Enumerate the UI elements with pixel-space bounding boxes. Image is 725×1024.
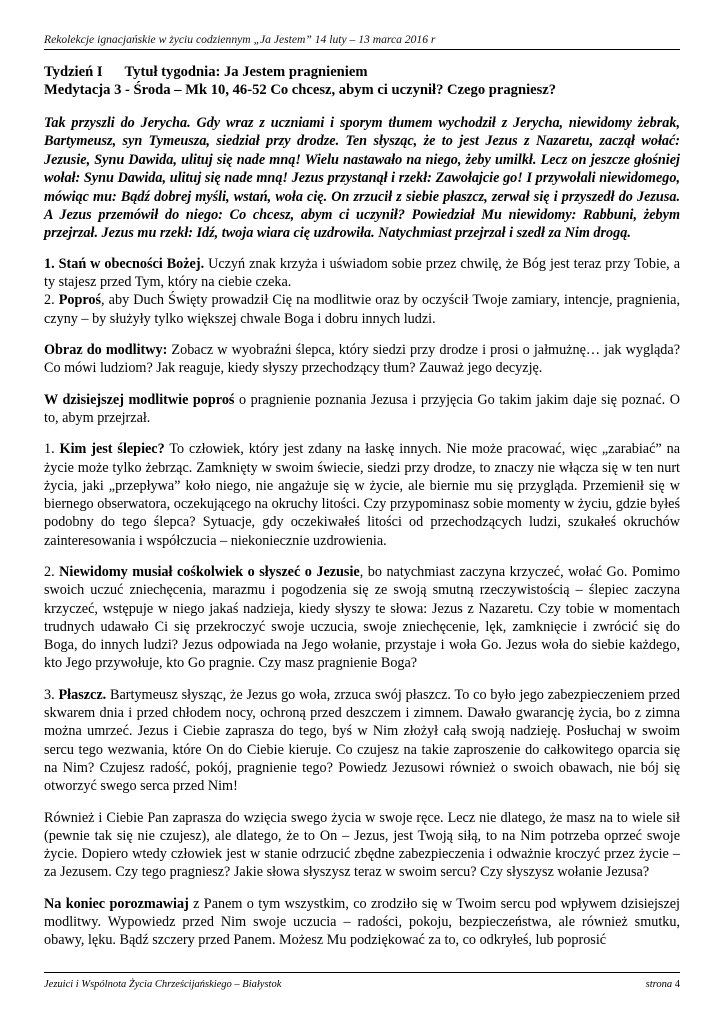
footer-divider xyxy=(44,972,680,973)
closing-text: z Panem o tym wszystkim, co zrodziło się w Twoim sercu pod wpływem dzisiejszej modlitwy. Wypowiedz przed Nim swoje uczucia – radości, pokoju, bezpieczeństwa, ale również smutku, obawy, lęku. Bądź szczery przed Panem. Możesz Mu podziękować za to, co odkryłeś, lub poprosić xyxy=(44,895,680,949)
page-label: strona xyxy=(645,979,673,990)
point-2-number: 2. xyxy=(44,564,60,580)
point-1 xyxy=(44,440,680,550)
step-2 xyxy=(44,291,680,328)
page-content xyxy=(44,63,680,950)
week-title-line xyxy=(44,63,680,81)
step-1 xyxy=(44,255,680,292)
week-label: Tydzień I xyxy=(44,64,103,80)
invitation-paragraph: Również i Ciebie Pan zaprasza do wzięcia swego życia w swoje ręce. Lecz nie dlatego, że masz na to wiele sił (pewnie tak się nie czujesz), ale dlatego, że to On – Jezus, jest Twoją siłą, to na Nim potrzeba oprzeć swoje życie. Dopiero wtedy człowiek jest w stanie odrzucić zbędne zabezpieczenia i odważnie kroczyć przez życie – za Jezusem. Czy tego pragniesz? Jakie słowa słyszysz teraz w swoim sercu? Czy słyszysz wołanie Jezusa? xyxy=(44,809,680,881)
week-theme: Tytuł tygodnia: Ja Jestem pragnieniem xyxy=(124,64,368,80)
scripture-passage: Tak przyszli do Jerycha. Gdy wraz z uczniami i sporym tłumem wychodził z Jerycha, niewidomy żebrak, Bartymeusz, syn Tymeusza, siedział przy drodze. Ten słysząc, że to jest Jezus z Nazaretu, zaczął wołać: Jezusie, Synu Dawida, ulituj się nade mną! Wielu nastawało na niego, żeby umilkł. Lecz on jeszcze głośniej wołał: Synu Dawida, ulituj się nade mną! Jezus przystanął i rzekł: Zawołajcie go! I przywołali niewidomego, mówiąc mu: Bądź dobrej myśli, wstań, woła cię. On zrzucił z siebie płaszcz, zerwał się i przyszedł do Jezusa. A Jezus przemówił do niego: Co chcesz, abym ci uczynił? Powiedział Mu niewidomy: Rabbuni, żebym przejrzał. Jezus mu rzekł: Idź, twoja wiara cię uzdrowiła. Natychmiast przejrzał i szedł za Nim drogą. xyxy=(44,115,680,242)
point-2-text: , bo natychmiast zaczyna krzyczeć, wołać Go. Pomimo swoich uczuć zniechęcenia, marazmu i pogodzenia się ze swoją smutną rzeczywistością – ślepiec zaczyna krzyczeć, wstępuje w niego jakaś nadzieja, kiedy słyszy te słowa: Jezus z Nazaretu. Czy tobie w momentach trudnych udawało Ci się przekroczyć swoje uczucia, swoje zniechęcenie, lęk, zamknięcie i zwrócić się do Boga, do innych ludzi? Jezus odpowiada na Jego wołanie, przystaje i woła Go. Jezus woła do siebie każdego, kto Jego przywołuje, kto Go pragnie. Czy masz pragnienie Boga? xyxy=(44,564,681,672)
prayer-image-heading: Obraz do modlitwy: xyxy=(44,342,168,359)
meditation-title: Medytacja 3 - Środa – Mk 10, 46-52 Co chcesz, abym ci uczynił? Czego pragniesz? xyxy=(44,82,557,98)
prayer-image xyxy=(44,341,680,378)
point-3-number: 3. xyxy=(44,686,59,703)
prayer-request-heading: W dzisiejszej modlitwie poproś xyxy=(44,391,235,408)
step-2-number: 2. xyxy=(44,292,59,309)
page-number: 4 xyxy=(674,979,680,990)
prayer-request-text: o pragnienie poznania Jezusa i przyjęcia Go takim jakim daje się poznać. O to, abym przejrzał. xyxy=(44,391,680,426)
step-1-heading: 1. Stań w obecności Bożej. xyxy=(44,255,205,272)
point-2 xyxy=(44,563,680,673)
running-header: Rekolekcje ignacjańskie w życiu codziennym „Ja Jestem” 14 luty – 13 marca 2016 r xyxy=(44,33,436,46)
closing-heading: Na koniec porozmawiaj xyxy=(44,895,189,912)
step-1-text: Uczyń znak krzyża i uświadom sobie przez chwilę, że Bóg jest teraz przy Tobie, a ty stajesz przed Tym, który na ciebie czeka. xyxy=(44,255,680,291)
closing-colloquy xyxy=(44,895,680,950)
step-2-text: , aby Duch Święty prowadził Cię na modlitwie oraz by oczyścił Twoje zamiary, intencje, pragnienia, czyny – by służyły tylko większej chwale Boga i dobru innych ludzi. xyxy=(44,292,681,327)
header-divider xyxy=(44,49,680,50)
point-2-heading: Niewidomy musiał cośkolwiek o słyszeć o Jezusie xyxy=(59,564,360,580)
prayer-request xyxy=(44,391,680,428)
point-1-heading: Kim jest ślepiec? xyxy=(59,441,165,458)
footer-organization: Jezuici i Wspólnota Życia Chrześcijańskiego – Białystok xyxy=(44,979,282,990)
point-1-number: 1. xyxy=(44,441,60,458)
point-1-text: To człowiek, który jest zdany na łaskę innych. Nie może pracować, więc „zarabiać” na życie może tylko żebrząc. Zamknięty w swoim świecie, siedzi przy drodze, to znaczy nie włącza się w ten nurt życia, jaki „przepływa” koło niego, nie angażuje się w życie, ale biernie mu się przygląda. Przemienił się w biernego obserwatora, oczekującego na okruchy litości. Czy przypominasz sobie momenty w życiu, gdzie byłeś podobny do tego ślepca? Sytuacje, gdy oczekiwałeś litości od przechodzących ludzi, szukałeś okruchów zainteresowania i współczucia – niekoniecznie uzdrowienia. xyxy=(44,441,680,549)
page-indicator xyxy=(646,979,680,990)
point-3-heading: Płaszcz. xyxy=(58,686,107,703)
prayer-image-text: Zobacz w wyobraźni ślepca, który siedzi przy drodze i prosi o jałmużnę… jak wygląda? Co mówi ludziom? Jak reaguje, kiedy słyszy przechodzący tłum? Zauważ jego decyzję. xyxy=(44,342,680,377)
step-2-heading: Poproś xyxy=(58,292,102,309)
point-3-text: Bartymeusz słysząc, że Jezus go woła, zrzuca swój płaszcz. To co było jego zabezpieczeniem przed skwarem dnia i przed chłodem nocy, ochroną przed deszczem i zimnem. Dawało gwarancję życia, bo z zimna można umrzeć. Jezus i Ciebie zaprasza do tego, byś w Nim złożył całą swoją nadzieję. Posłuchaj w swoim sercu tego wezwania, które On do Ciebie kieruje. Co czujesz na takie zaproszenie do całkowitego oparcia się na Nim? Czujesz radość, pokój, pragnienie tego? Powiedz Jezusowi również o swoich obawach, nie bój się otworzyć swego serca przed Nim! xyxy=(44,686,680,795)
point-3 xyxy=(44,686,680,796)
